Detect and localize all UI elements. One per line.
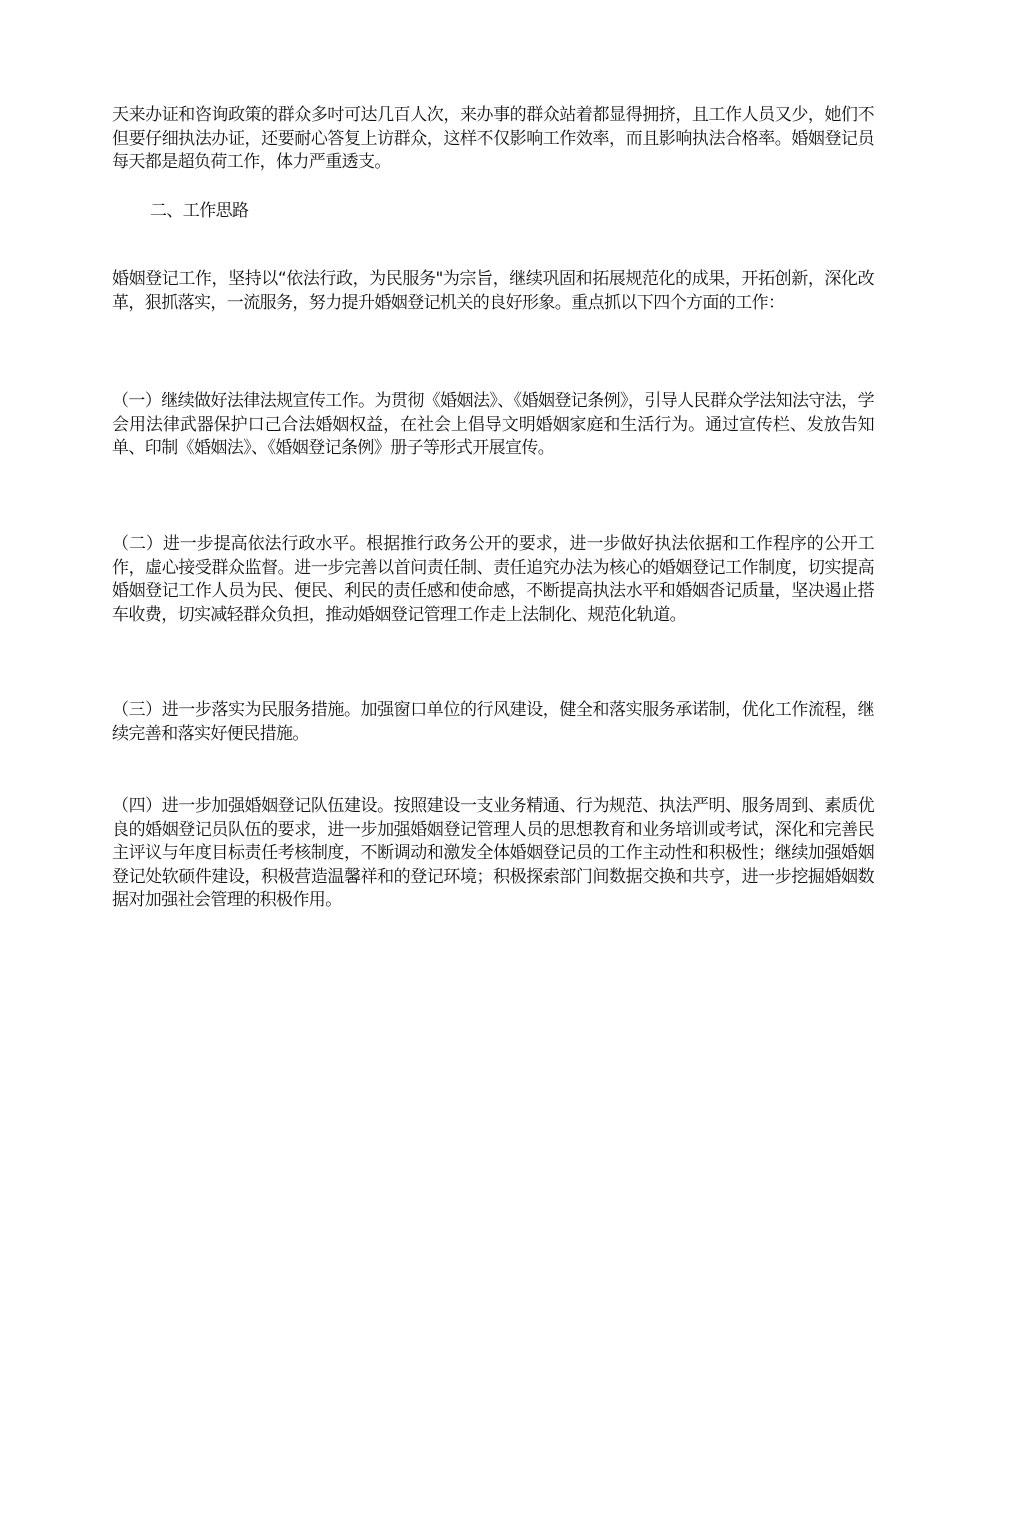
paragraph-item-1-publicity: （一）继续做好法律法规宣传工作。为贯彻《婚姻法》、《婚姻登记条例》，引导人民群众学法知法守法，学会用法律武器保护口己合法婚姻权益，在社会上倡导文明婚姻家庭和生活行为。通过宣传栏、发放告知单、印制《婚姻法》、《婚姻登记条例》册子等形式开展宣传。 <box>112 391 874 458</box>
paragraph-guiding-principle: 婚姻登记工作，坚持以“依法行政，为民服务"为宗旨，继续巩固和拓展规范化的成果，开拓创新，深化改革，狠抓落实，一流服务，努力提升婚姻登记机关的良好形象。重点抓以下四个方面的工作： <box>112 269 874 313</box>
paragraph-item-4-team: （四）进一步加强婚姻登记队伍建设。按照建设一支业务精通、行为规范、执法严明、服务周到、素质优良的婚姻登记员队伍的要求，进一步加强婚姻登记管理人员的思想教育和业务培训或考试，深化和完善民主评议与年度目标责任考核制度，不断调动和激发全体婚姻登记员的工作主动性和积极性；继续加强婚姻登记处软硕件建设，积极营造温馨祥和的登记环境；积极探索部门间数据交换和共亨，进一步挖掘婚姻数据对加强社会管理的积极作用。 <box>112 796 874 910</box>
paragraph-item-3-service: （三）进一步落实为民服务措施。加强窗口单位的行风建设，健全和落实服务承诺制，优化工作流程，继续完善和落实好便民措施。 <box>112 700 874 744</box>
paragraph-workload: 天来办证和咨询政策的群众多吋可达几百人次，来办事的群众站着都显得拥挤，且工作人员又少，她们不但要仔细执法办证，还要耐心答复上访群众，这样不仅影响工作效率，而且影响执法合格率。婚姻登记员每天都是超负荷工作，体力严重透支。 <box>112 105 874 172</box>
section-heading-work-ideas: 二、工作思路 <box>150 201 249 221</box>
paragraph-item-2-administration: （二）进一步提高依法行政水平。根据推行政务公开的要求，进一步做好执法依据和工作程序的公开工作，虛心接受群众监督。进一步完善以首问责任制、责任追究办法为核心的婚姻登记工作制度，切实提高婚姻登记工作人员为民、便民、利民的责任感和使命感，不断提高执法水平和婚姻沓记质量，坚决遏止搭车收费，切实减轻群众负担，推动婚姻登记管理工作走上法制化、规范化轨道。 <box>112 534 874 625</box>
